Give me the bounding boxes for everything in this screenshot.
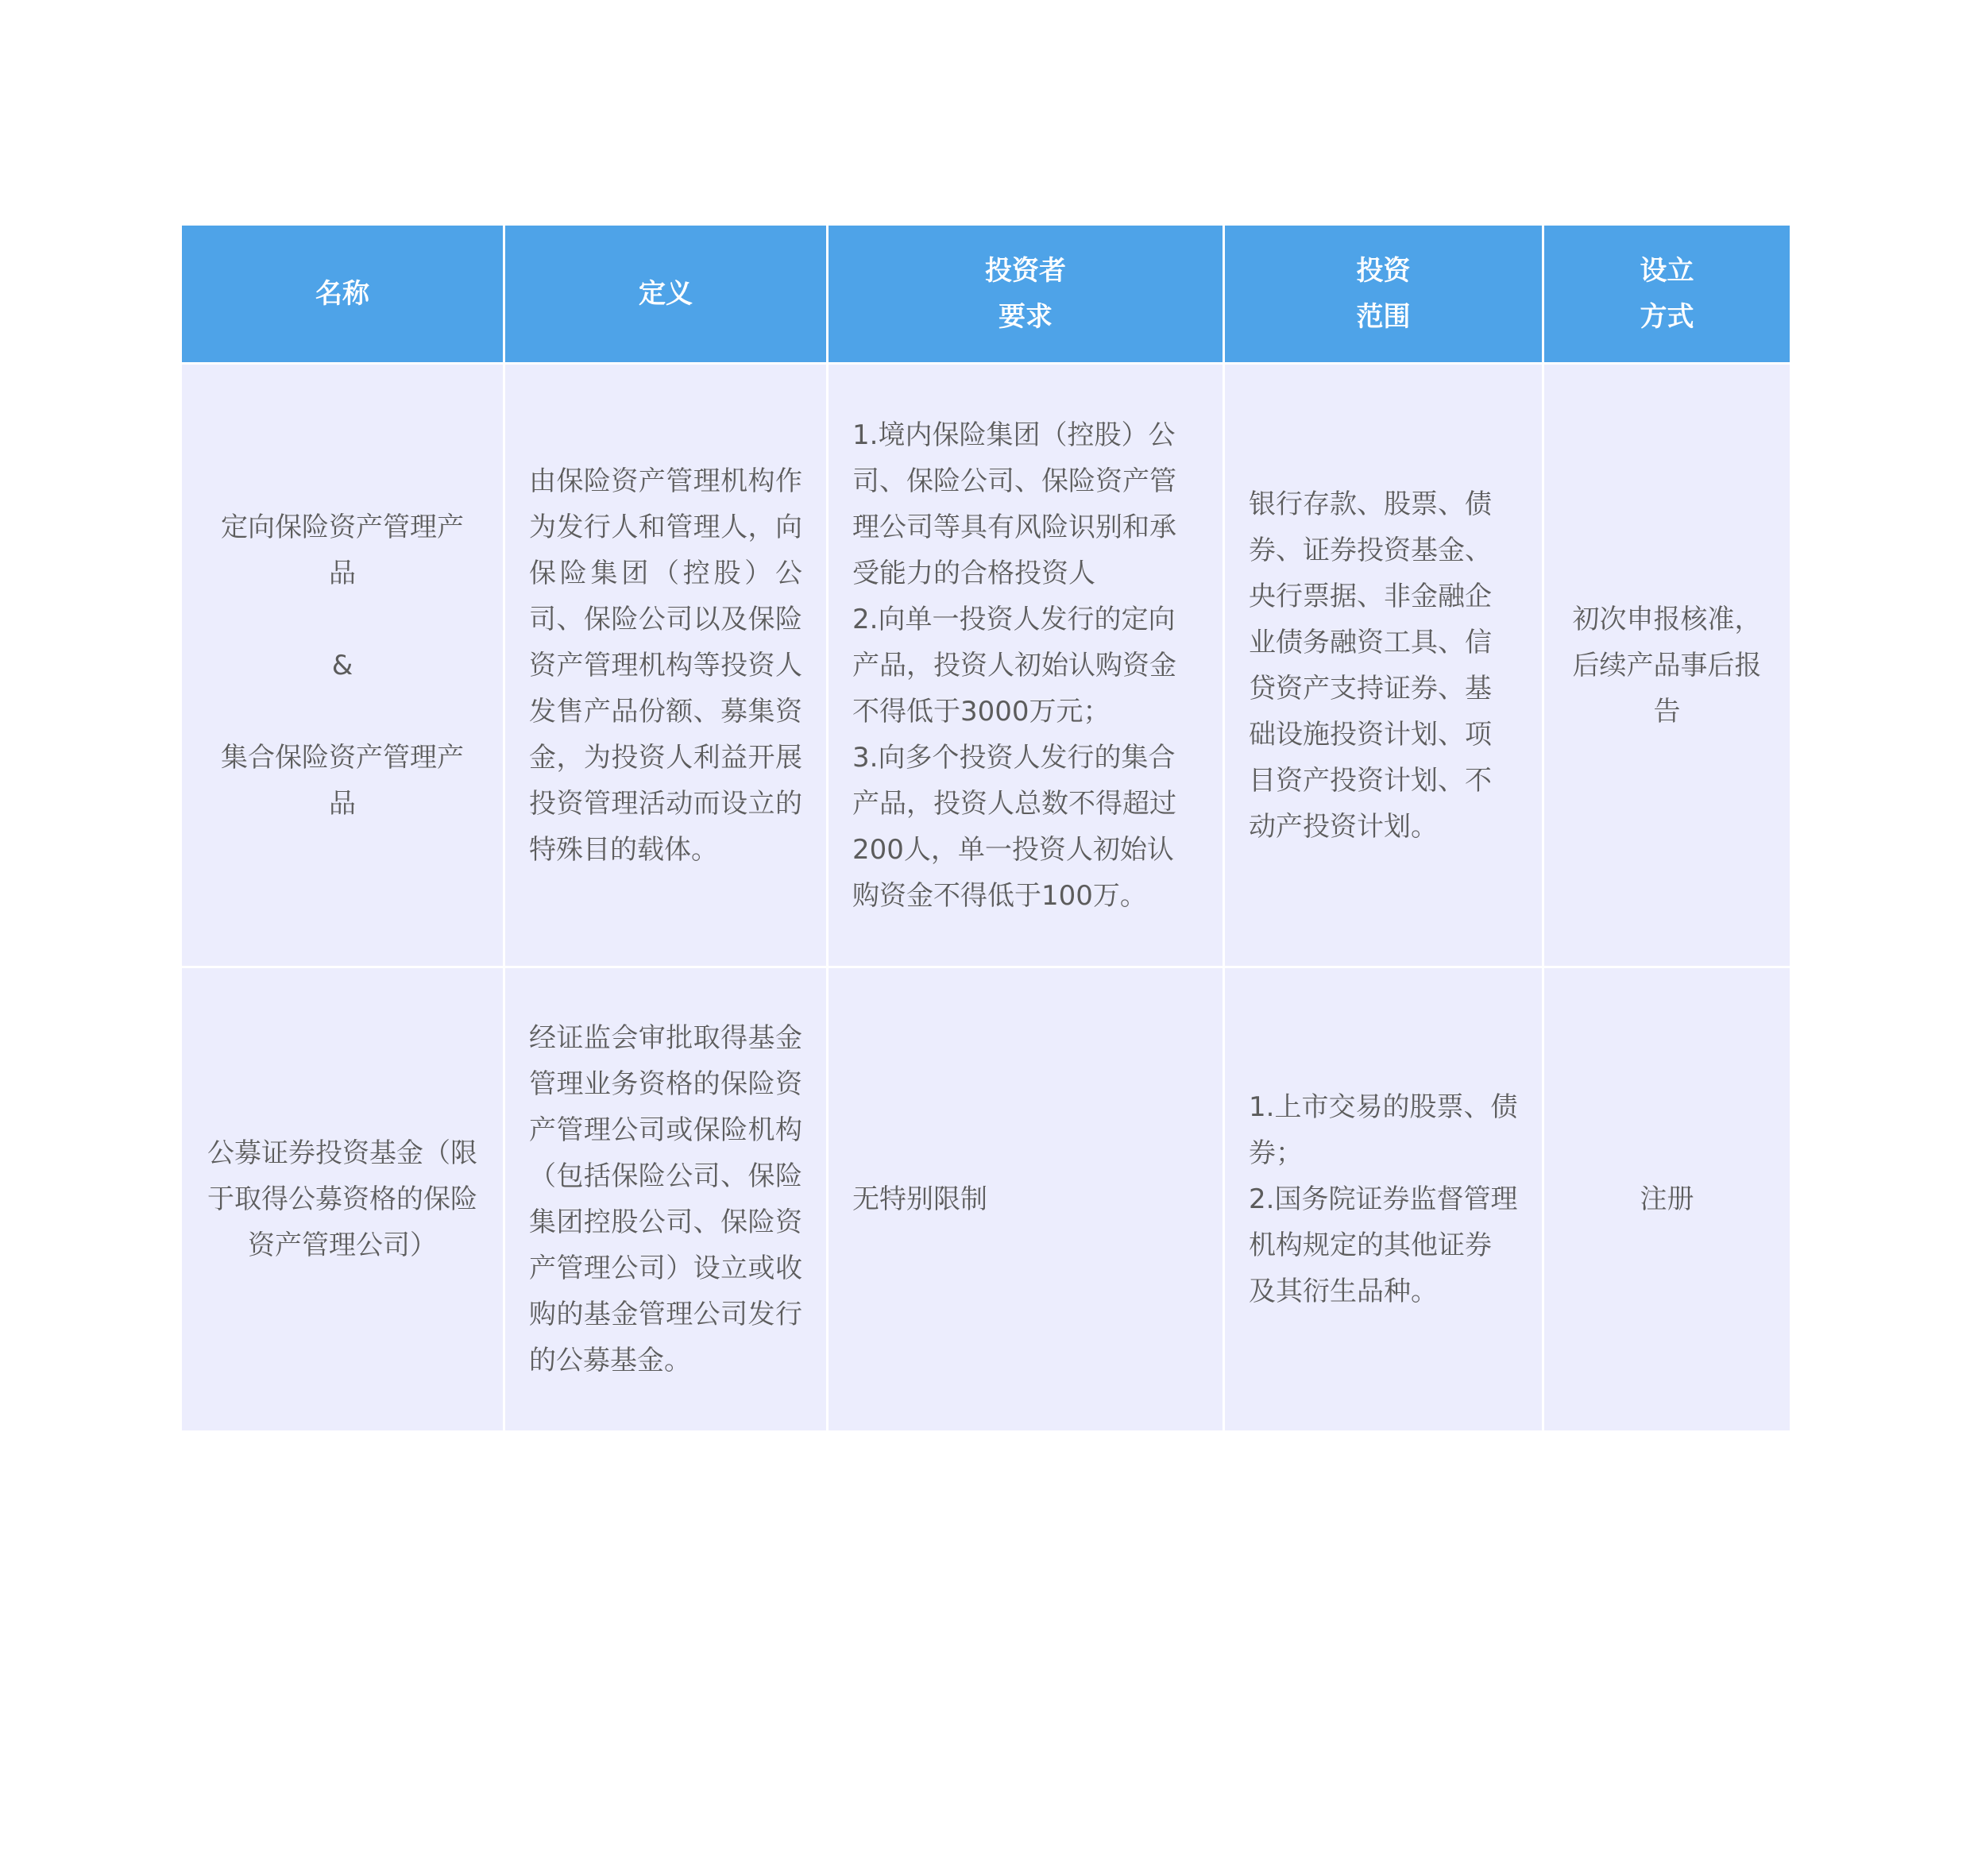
header-investor-requirements-line1: 投资者 bbox=[985, 255, 1066, 287]
definition-text: 经证监会审批取得基金管理业务资格的保险资产管理公司或保险机构（包括保险公司、保险集团控股公司、保险资产管理公司）设立或收购的基金管理公司发行的公募基金。 bbox=[529, 1022, 802, 1376]
header-investment-scope bbox=[1224, 225, 1543, 364]
header-definition bbox=[504, 225, 828, 364]
product-name-separator: & bbox=[331, 649, 353, 681]
cell-investor-requirements bbox=[828, 364, 1224, 967]
requirement-item: 1.境内保险集团（控股）公司、保险公司、保险资产管理公司等具有风险识别和承受能力的合格投资人 bbox=[852, 419, 1176, 589]
cell-establishment bbox=[1543, 967, 1791, 1432]
cell-definition bbox=[504, 364, 828, 967]
requirement-text: 无特别限制 bbox=[852, 1183, 987, 1215]
insurance-asset-product-table bbox=[180, 223, 1792, 1433]
definition-text: 由保险资产管理机构作为发行人和管理人，向保险集团（控股）公司、保险公司以及保险资产管理机构等投资人发售产品份额、募集资金，为投资人利益开展投资管理活动而设立的特殊目的载体。 bbox=[529, 465, 802, 866]
cell-product-name bbox=[181, 364, 504, 967]
header-investor-requirements-line2: 要求 bbox=[999, 301, 1053, 333]
requirement-item: 2.向单一投资人发行的定向产品，投资人初始认购资金不得低于3000万元； bbox=[852, 603, 1176, 728]
table-row bbox=[181, 967, 1791, 1432]
product-name-text: 公募证券投资基金（限于取得公募资格的保险资产管理公司） bbox=[207, 1137, 477, 1261]
cell-definition bbox=[504, 967, 828, 1432]
spacer bbox=[206, 689, 479, 735]
investment-scope-text: 银行存款、股票、债券、证券投资基金、央行票据、非金融企业债务融资工具、信贷资产支持证券、基础设施投资计划、项目资产投资计划、不动产投资计划。 bbox=[1249, 488, 1492, 843]
requirement-item: 3.向多个投资人发行的集合产品，投资人总数不得超过200人，单一投资人初始认购资金不得低于100万。 bbox=[852, 741, 1176, 912]
header-investor-requirements bbox=[828, 225, 1224, 364]
establishment-text: 注册 bbox=[1640, 1183, 1694, 1215]
header-investment-scope-line1: 投资 bbox=[1356, 255, 1411, 287]
product-name-line: 品 bbox=[329, 787, 356, 820]
product-name-line: 定向保险资产管理产 bbox=[221, 511, 464, 543]
header-row bbox=[181, 225, 1791, 364]
cell-product-name bbox=[181, 967, 504, 1432]
header-name bbox=[181, 225, 504, 364]
scope-item: 2.国务院证券监督管理机构规定的其他证券及其衍生品种。 bbox=[1249, 1183, 1518, 1307]
comparison-table-container bbox=[180, 223, 1790, 1433]
cell-investor-requirements bbox=[828, 967, 1224, 1432]
header-definition-label: 定义 bbox=[639, 278, 693, 310]
cell-establishment bbox=[1543, 364, 1791, 967]
header-name-label: 名称 bbox=[315, 278, 369, 310]
product-name-line: 集合保险资产管理产 bbox=[221, 741, 464, 774]
header-establishment bbox=[1543, 225, 1791, 364]
header-establishment-line1: 设立 bbox=[1640, 255, 1694, 287]
cell-investment-scope bbox=[1224, 364, 1543, 967]
spacer bbox=[206, 596, 479, 643]
header-investment-scope-line2: 范围 bbox=[1356, 301, 1411, 333]
header-establishment-line2: 方式 bbox=[1640, 301, 1694, 333]
table-row bbox=[181, 364, 1791, 967]
cell-investment-scope bbox=[1224, 967, 1543, 1432]
scope-item: 1.上市交易的股票、债券； bbox=[1249, 1091, 1518, 1169]
establishment-text: 初次申报核准，后续产品事后报告 bbox=[1572, 603, 1762, 728]
product-name-line: 品 bbox=[329, 557, 356, 589]
